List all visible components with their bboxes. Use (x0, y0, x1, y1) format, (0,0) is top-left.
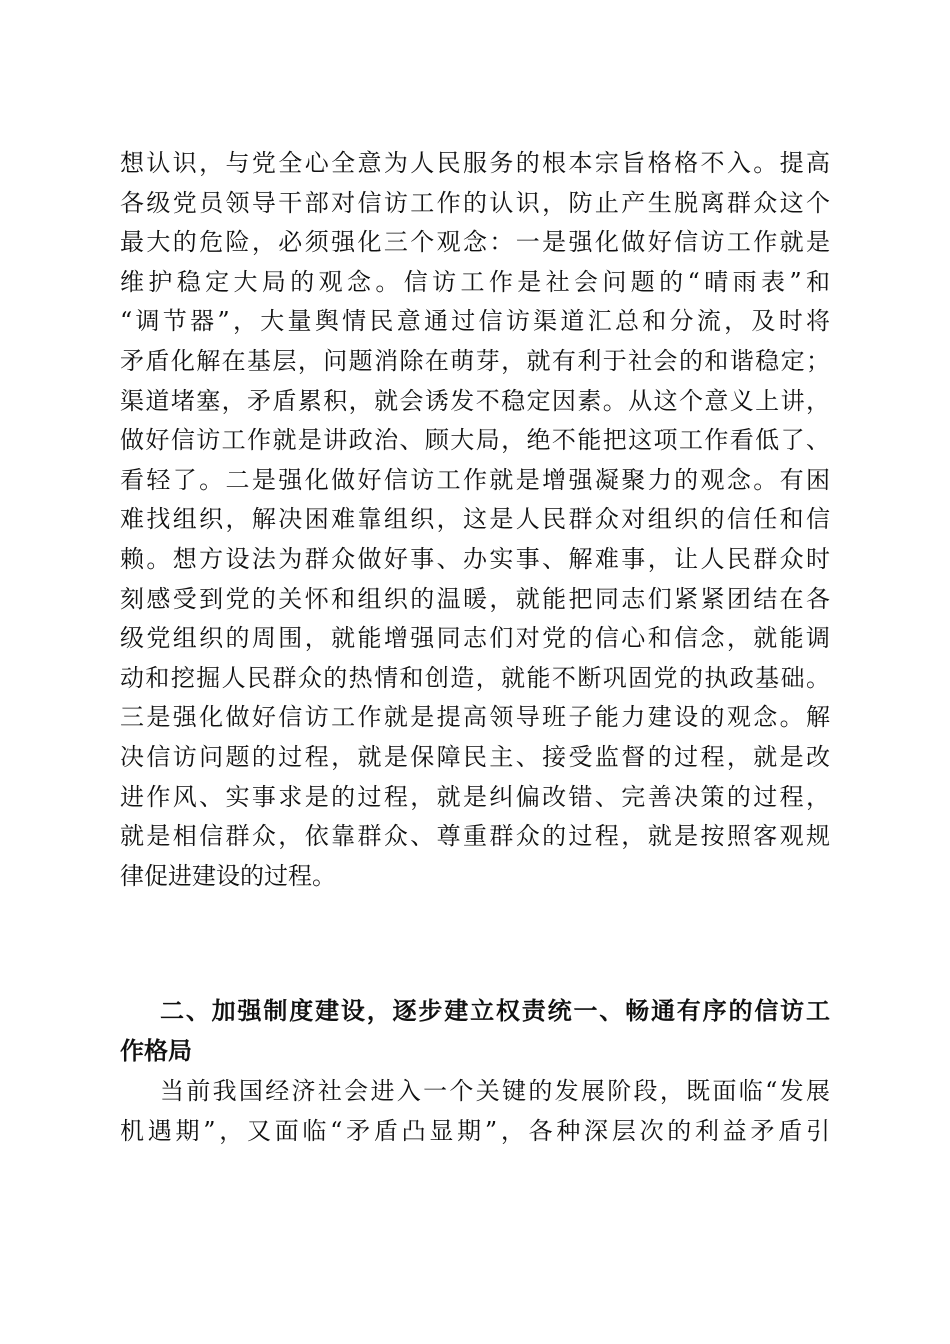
text-line: 级党组织的周围，就能增强同志们对党的信心和信念，就能调 (120, 624, 830, 653)
text-line: 进作风、实事求是的过程，就是纠偏改错、完善决策的过程， (120, 782, 830, 811)
text-line: 想认识，与党全心全意为人民服务的根本宗旨格格不入。提高 (120, 149, 830, 177)
text-line: 当前我国经济社会进入一个关键的发展阶段，既面临“发展 (160, 1077, 830, 1105)
text-line: 最大的危险，必须强化三个观念：一是强化做好信访工作就是 (120, 228, 830, 257)
text-line: 赖。想方设法为群众做好事、办实事、解难事，让人民群众时 (120, 544, 830, 573)
body-paragraph (120, 144, 830, 896)
text-line: 刻感受到党的关怀和组织的温暖，就能把同志们紧紧团结在各 (120, 584, 830, 613)
text-line: 渠道堵塞，矛盾累积，就会诱发不稳定因素。从这个意义上讲， (120, 386, 830, 415)
heading-line: 作格局 (120, 1036, 192, 1065)
text-line: 矛盾化解在基层，问题消除在萌芽，就有利于社会的和谐稳定； (120, 346, 830, 375)
text-line: 难找组织，解决困难靠组织，这是人民群众对组织的信任和信 (120, 505, 830, 534)
text-line: 机遇期”，又面临“矛盾凸显期”，各种深层次的利益矛盾引 (120, 1116, 830, 1145)
text-line: 三是强化做好信访工作就是提高领导班子能力建设的观念。解 (120, 703, 830, 732)
text-line: 维护稳定大局的观念。信访工作是社会问题的“晴雨表”和 (120, 267, 830, 296)
text-line: “调节器”，大量舆情民意通过信访渠道汇总和分流，及时将 (120, 307, 830, 336)
heading-line: 二、加强制度建设，逐步建立权责统一、畅通有序的信访工 (160, 997, 830, 1025)
text-line: 就是相信群众，依靠群众、尊重群众的过程，就是按照客观规 (120, 822, 830, 851)
text-line: 做好信访工作就是讲政治、顾大局，绝不能把这项工作看低了、 (120, 426, 830, 455)
text-line: 律促进建设的过程。 (120, 861, 336, 890)
text-line: 动和挖掘人民群众的热情和创造，就能不断巩固党的执政基础。 (120, 663, 830, 692)
section-heading (120, 992, 830, 1071)
text-line: 各级党员领导干部对信访工作的认识，防止产生脱离群众这个 (120, 188, 830, 217)
body-paragraph-2 (120, 1072, 830, 1151)
text-line: 看轻了。二是强化做好信访工作就是增强凝聚力的观念。有困 (120, 465, 830, 494)
text-line: 决信访问题的过程，就是保障民主、接受监督的过程，就是改 (120, 742, 830, 771)
